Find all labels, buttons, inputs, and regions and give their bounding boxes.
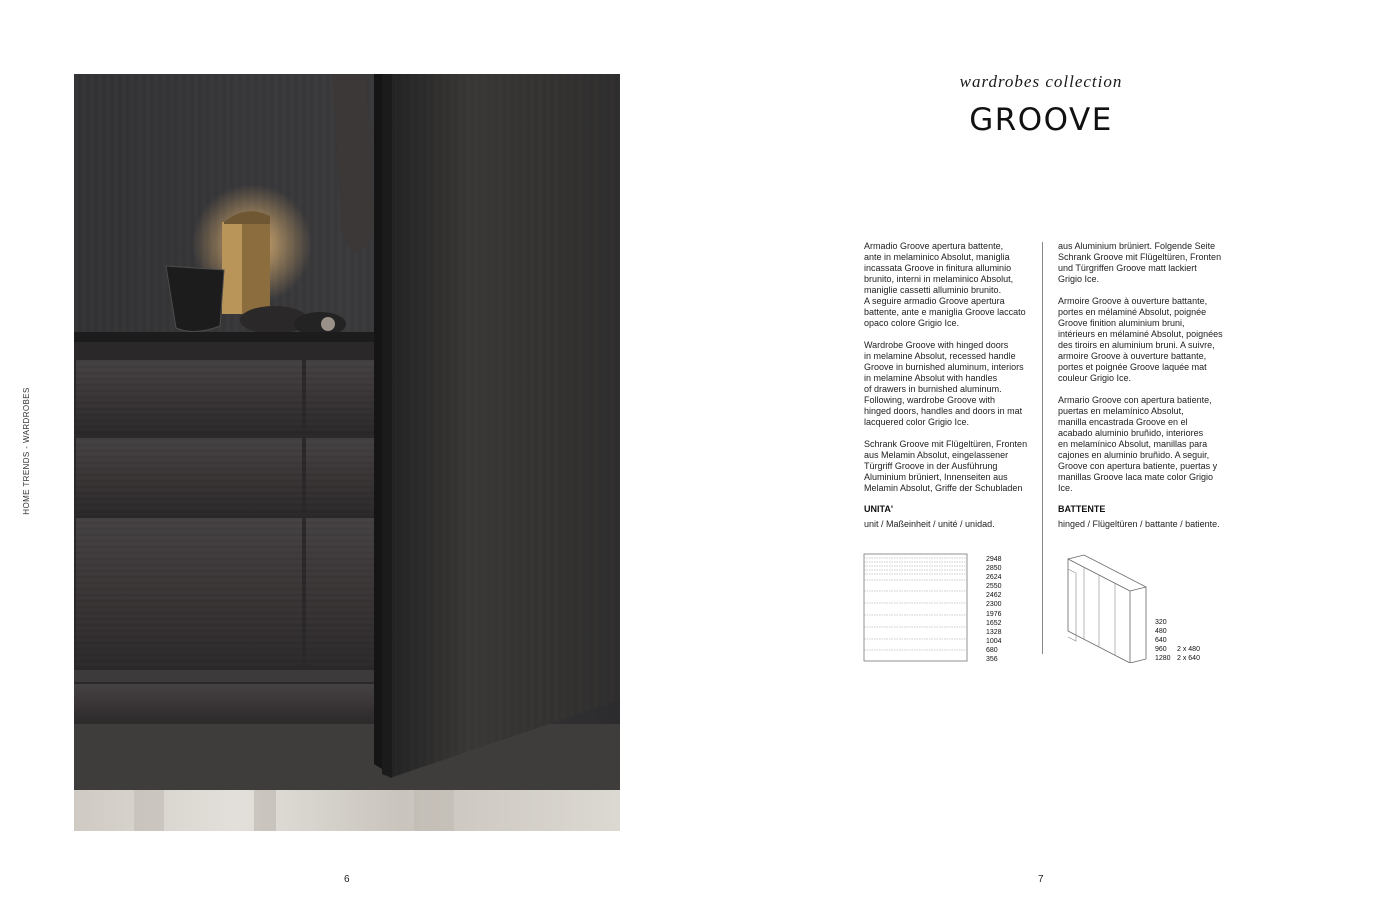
paragraph-english: Wardrobe Groove with hinged doors in melamine Absolut, recessed handle Groove in burnished aluminum, interiors in melamine Absolut with handles of drawers in burnished aluminum. Following, wardrobe Groove with hinged doors, handles and doors in mat lacquered color Grigio Ice. [864,340,1024,427]
paragraph-german-continued: aus Aluminium brüniert. Folgende Seite Schrank Groove mit Flügeltüren, Fronten und Türgriffen Groove matt lackiert Grigio Ice. [1058,241,1222,284]
height-value: 2624 [986,574,1002,582]
unit-spec-subtitle: unit / Maßeinheit / unité / unidad. [864,519,995,529]
width-row [1155,618,1200,627]
collection-subtitle: wardrobes collection [959,72,1123,91]
width-value: 480 [1155,628,1167,636]
width-value: 320 [1155,619,1167,626]
height-value: 680 [986,646,998,654]
width-combo: 2 x 640 [1177,655,1200,663]
side-section-label: HOME TRENDS - WARDROBES [22,387,31,515]
paragraph-italian: Armadio Groove apertura battente, ante in melaminico Absolut, maniglia incassata Groove in finitura alluminio brunito, interni in melaminico Absolut, maniglie cassetti alluminio brunito. A seguire armadio Groove apertura battente, ante e maniglia Groove laccato opaco colore Grigio Ice. [864,241,1026,328]
height-value: 1328 [986,628,1002,636]
column-divider [1042,242,1043,654]
door-widths-list [1155,618,1200,663]
height-value: 2948 [986,556,1002,563]
width-value: 1280 [1155,655,1171,663]
door-spec-subtitle: hinged / Flügeltüren / battante / batiente. [1058,519,1220,529]
page-number-left: 6 [344,874,350,885]
height-value: 1976 [986,610,1002,618]
height-value: 2462 [986,592,1002,600]
width-combo: 2 x 480 [1177,646,1200,654]
height-value: 1004 [986,637,1002,645]
height-value: 356 [986,656,998,664]
paragraph-german: Schrank Groove mit Flügeltüren, Fronten aus Melamin Absolut, eingelassener Türgriff Groove in der Ausführung Aluminium brüniert, Innenseiten aus Melamin Absolut, Griffe der Schubladen [864,439,1028,493]
unit-spec-title: UNITA' [864,504,893,514]
collection-title: GROOVE [969,102,1113,138]
paragraph-spanish: Armario Groove con apertura batiente, puertas en melamínico Absolut, manilla encastrada Groove en el acabado aluminio bruñido, interiores en melamínico Absolut, manillas para cajones en aluminio bruñido. A seguir, Groove con apertura batiente, puertas y manillas Groove laca mate color Grigio Ice. [1058,395,1218,493]
wardrobe-photo-illustration [74,74,620,831]
height-value: 2850 [986,565,1002,573]
hinged-wardrobe-diagram [1062,553,1148,663]
width-value: 640 [1155,637,1167,645]
unit-heights-list [986,555,1002,664]
width-value: 960 [1155,646,1167,654]
height-value: 2300 [986,601,1002,609]
description-column-left [864,241,1032,505]
description-column-right [1058,241,1226,505]
width-row [1155,636,1200,645]
wardrobe-photo [74,74,620,831]
page-number-right: 7 [1038,874,1044,885]
paragraph-french: Armoire Groove à ouverture battante, portes en mélaminé Absolut, poignée Groove finition aluminium bruni, intérieurs en mélaminé Absolut, poignées des tiroirs en aluminium bruni. A suivre, armoire Groove à ouverture battante, portes et poignée Groove laquée mat couleur Grigio Ice. [1058,296,1223,383]
width-row [1155,627,1200,636]
width-row [1155,654,1200,663]
door-spec-title: BATTENTE [1058,504,1106,514]
width-row [1155,645,1200,654]
height-value: 1652 [986,619,1002,627]
height-value: 2550 [986,583,1002,591]
unit-heights-diagram [862,553,972,665]
